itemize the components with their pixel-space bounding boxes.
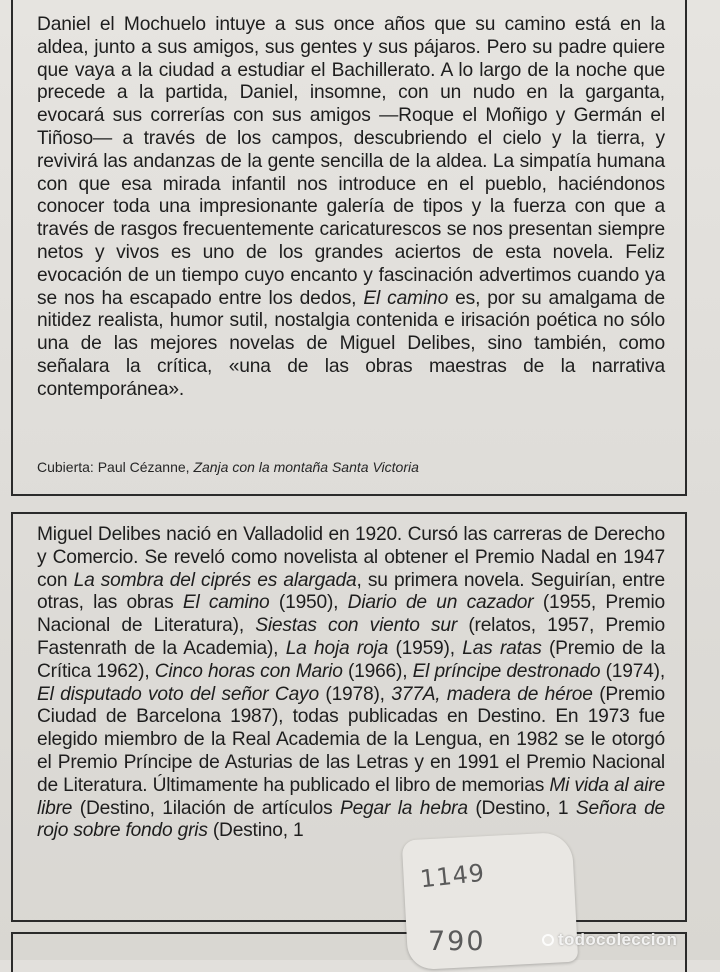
author-bio-text — [37, 524, 665, 843]
work-title: El disputado voto del señor Cayo — [37, 683, 319, 705]
synopsis-body: Daniel el Mochuelo intuye a sus once años que su camino está en la aldea, junto a sus amigos, sus gentes y sus pájaros. Pero su padre quiere que vaya a la ciudad a estudiar el Bachillerato. A lo largo de la noche que precede a la partida, Daniel, insomne, con un nudo en la garganta, evocará sus correrías con sus amigos —Roque el Moñigo y Germán el Tiñoso— a través de los campos, descubriendo el cielo y la tierra, y revivirá las andanzas de la gente sencilla de la aldea. La simpatía humana con que esa mirada infantil nos introduce en el pueblo, haciéndonos conocer toda una impresionante galería de tipos y la fuerza con que a través de rasgos frecuentemente caricaturescos se nos presentan siempre netos y vivos es uno de los grandes aciertos de esta novela. Feliz evocación de un tiempo cuyo encanto y fascinación advertimos cuando ya se nos ha escapado entre los dedos, — [37, 14, 665, 309]
work-title: Las ratas — [462, 637, 542, 659]
bio-text: (relatos, 1957, Premio Fastenrath de la Academia), — [37, 615, 665, 659]
bio-text: (1974), — [600, 660, 665, 682]
work-title: 377A, madera de héroe — [391, 683, 593, 705]
work-title: Pegar la hebra — [339, 797, 468, 819]
synopsis-box — [11, 0, 687, 496]
watermark-logo-icon — [542, 934, 554, 946]
work-title: Mi vida al aire libre — [37, 774, 665, 819]
bio-text: (1950), — [269, 592, 348, 614]
bio-text: Miguel Delibes nació en Valladolid en 1920. Cursó las carreras de Derecho y Comercio. Se reveló como novelista al obtener el Premio Nadal en 1947 con — [37, 524, 665, 591]
watermark — [542, 930, 677, 950]
work-title: Diario de un cazador — [347, 592, 534, 614]
cover-credit-label: Cubierta: Paul Cézanne, — [37, 459, 194, 475]
bio-text: (Destino, 1 — [207, 820, 304, 842]
synopsis-body-end: es, por su amalgama de nitidez realista, humor sutil, nostalgia contenida e irisación poética no sólo una de las mejores novelas de Miguel Delibes, sino también, como señalara la crítica, «una de las obras maestras de la narrativa contemporánea». — [37, 287, 665, 400]
synopsis-text — [37, 14, 665, 402]
work-title: El camino — [182, 592, 270, 614]
work-title: El príncipe destronado — [412, 660, 601, 682]
pencil-note-top: 1149 — [418, 858, 487, 894]
work-title: Señora de rojo sobre fondo gris — [37, 797, 666, 842]
bio-text: (Premio de la Crítica 1962), — [37, 637, 665, 682]
synopsis-book-title: El camino — [363, 287, 449, 309]
bio-text: , su primera novela. Seguirían, entre otras, las obras — [37, 569, 666, 614]
work-title: La sombra del ciprés es alargada — [73, 569, 357, 591]
bio-text: (Destino, 1 — [72, 797, 173, 819]
bio-text: (Destino, 1 — [467, 797, 569, 819]
bio-text: (1966), — [342, 660, 413, 682]
cover-credit — [37, 458, 419, 476]
cover-painting-title: Zanja con la montaña Santa Victoria — [193, 459, 419, 475]
work-title: Siestas con viento sur — [255, 615, 458, 637]
bio-text: (1955, Premio Nacional de Literatura), — [37, 592, 665, 637]
work-title: La hoja roja — [285, 637, 389, 659]
bio-text: (1978), — [318, 683, 392, 705]
watermark-text: todocoleccion — [558, 930, 678, 949]
bio-text: (1959), — [388, 637, 463, 659]
bio-text: (Premio Ciudad de Barcelona 1987), todas publicadas en Destino. En 1973 fue elegido miembro de la Real Academia de la Lengua, en 1982 se le otorgó el Premio Príncipe de Asturias de las Letras y en 1991 el Premio Nacional de Literatura. Últimamente ha publicado el libro de memorias — [37, 683, 665, 796]
work-title: Cinco horas con Mario — [154, 660, 343, 682]
bio-text: ilación de artículos — [172, 797, 340, 819]
pencil-note-bottom: 790 — [428, 926, 486, 957]
author-bio-box — [11, 512, 687, 922]
